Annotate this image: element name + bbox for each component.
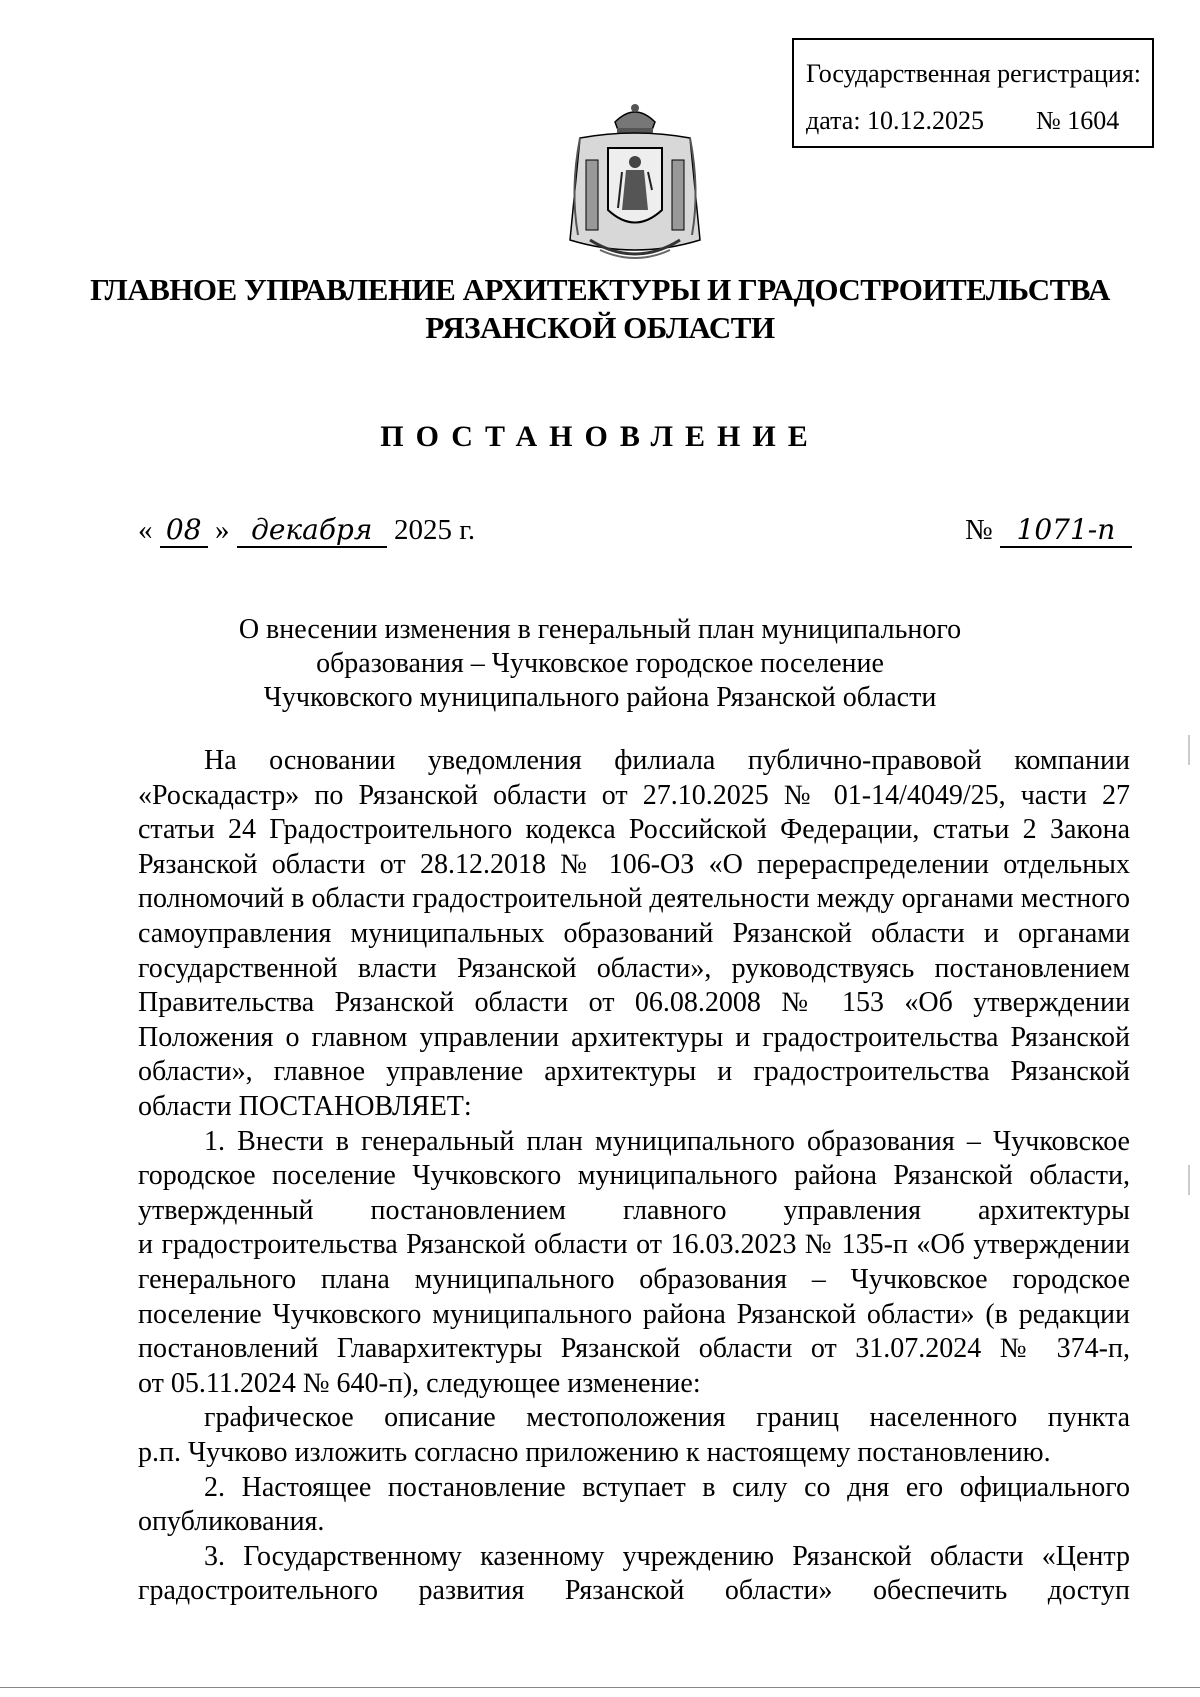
decree-year: 2025 г. xyxy=(394,514,476,546)
registration-stamp xyxy=(792,38,1154,148)
decree-number-prefix: № xyxy=(965,514,993,546)
body-text-line: р.п. Чучково изложить согласно приложению к настоящему постановлению. xyxy=(138,1437,1051,1468)
body-text-line: На основании уведомления филиала публично-правовой компании xyxy=(204,745,1130,776)
decree-day: 08 xyxy=(160,513,208,548)
body-text-line: 1. Внести в генеральный план муниципального образования – Чучковское xyxy=(204,1125,1130,1157)
body-text-line: городское поселение Чучковского муниципального района Рязанской области, xyxy=(138,1160,1130,1192)
body-text-line: графическое описание местоположения границ населенного пункта xyxy=(204,1402,1130,1434)
body-text-line: генерального плана муниципального образования – Чучковское городское xyxy=(138,1264,1130,1295)
ryazan-coat-of-arms-icon xyxy=(560,100,710,268)
body-text-line: самоуправления муниципальных образований Рязанской области и органами xyxy=(138,918,1130,949)
body-text-line: и градостроительства Рязанской области от 16.03.2023 № 135-п «Об утверждении xyxy=(138,1229,1130,1261)
date-open-quote: « xyxy=(138,514,153,546)
organization-name-line2: РЯЗАНСКОЙ ОБЛАСТИ xyxy=(425,310,775,345)
body-text-line: Положения о главном управлении архитектуры и градостроительства Рязанской xyxy=(138,1021,1130,1053)
subject-line: О внесении изменения в генеральный план муниципального xyxy=(238,614,962,645)
decree-number xyxy=(965,513,1132,548)
body-text-line: 2. Настоящее постановление вступает в силу со дня его официального xyxy=(204,1471,1130,1503)
body-text-line: «Роскадастр» по Рязанской области от 27.10.2025 № 01-14/4049/25, части 27 xyxy=(138,779,1130,811)
registration-date: дата: 10.12.2025 xyxy=(806,106,985,135)
body-text-line: 3. Государственному казенному учреждению Рязанской области «Центр xyxy=(204,1540,1130,1572)
scan-bottom-edge xyxy=(0,1687,1200,1688)
date-close-quote: » xyxy=(215,514,230,546)
scan-edge-mark xyxy=(1188,1165,1190,1195)
body-text-line: Правительства Рязанской области от 06.08.2008 № 153 «Об утверждении xyxy=(138,987,1130,1019)
body-text-line: области ПОСТАНОВЛЯЕТ: xyxy=(138,1091,472,1122)
decree-number-value: 1071-п xyxy=(1000,513,1132,548)
body-text-line: статьи 24 Градостроительного кодекса Российской Федерации, статьи 2 Закона xyxy=(138,814,1130,846)
body-text-line: утвержденный постановлением главного управления архитектуры xyxy=(138,1194,1130,1226)
body-text-line: постановлений Главархитектуры Рязанской области от 31.07.2024 № 374-п, xyxy=(138,1333,1130,1365)
body-text-line: от 05.11.2024 № 640-п), следующее изменение: xyxy=(138,1367,701,1399)
subject-line: образования – Чучковское городское поселение xyxy=(316,648,884,679)
document-type-title: ПОСТАНОВЛЕНИЕ xyxy=(380,420,820,453)
registration-title: Государственная регистрация: xyxy=(806,59,1142,88)
scan-edge-mark xyxy=(1188,735,1190,765)
decree-date xyxy=(138,513,475,548)
registration-number: № 1604 xyxy=(1036,106,1120,135)
body-text-line: градостроительного развития Рязанской области» обеспечить доступ xyxy=(138,1575,1130,1607)
decree-month: декабря xyxy=(237,513,387,548)
body-text-line: области», главное управление архитектуры и градостроительства Рязанской xyxy=(138,1056,1130,1088)
body-text-line: государственной власти Рязанской области», руководствуясь постановлением xyxy=(138,952,1130,984)
body-text-line: поселение Чучковского муниципального района Рязанской области» (в редакции xyxy=(138,1298,1130,1330)
body-text-line: Рязанской области от 28.12.2018 № 106-ОЗ «О перераспределении отдельных xyxy=(138,848,1130,880)
subject-line: Чучковского муниципального района Рязанской области xyxy=(263,682,937,713)
body-text-line: опубликования. xyxy=(138,1506,325,1538)
organization-name-line1: ГЛАВНОЕ УПРАВЛЕНИЕ АРХИТЕКТУРЫ И ГРАДОСТРОИТЕЛЬСТВА xyxy=(90,272,1110,307)
body-text-line: полномочий в области градостроительной деятельности между органами местного xyxy=(138,883,1130,915)
